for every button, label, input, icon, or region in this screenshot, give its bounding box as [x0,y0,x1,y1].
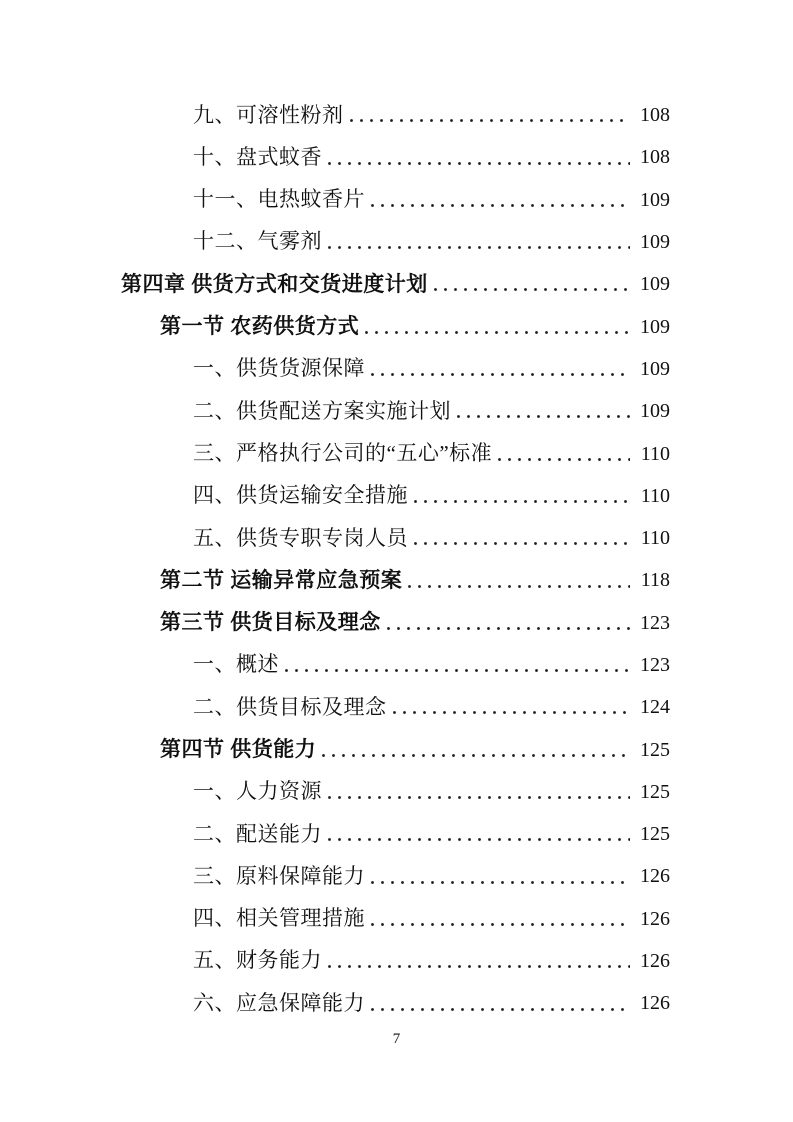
footer-page-number: 7 [392,1031,401,1047]
toc-entry-page-number: 125 [640,780,670,803]
toc-entry[interactable] [193,136,670,178]
toc-entry[interactable] [193,390,670,432]
toc-entry[interactable] [193,771,670,813]
toc-entry[interactable] [160,602,670,644]
toc-entry-page-number: 109 [640,273,670,296]
dot-leader [498,458,630,462]
toc-entry-page-number: 125 [640,738,670,761]
dot-leader [371,1008,630,1012]
toc-entry[interactable] [193,686,670,728]
dot-leader [350,119,631,123]
toc-entry-page-number: 109 [640,357,670,380]
dot-leader [414,500,630,504]
toc-entry-page-number: 110 [640,527,670,550]
toc-entry-page-number: 108 [640,146,670,169]
toc-entry-label: 四、供货运输安全措施 [193,483,408,508]
toc-entry-page-number: 108 [640,104,670,127]
toc-entry[interactable] [193,94,670,136]
toc-entry-page-number: 126 [640,865,670,888]
toc-entry-page-number: 109 [640,315,670,338]
toc-entry-page-number: 110 [640,442,670,465]
toc-entry-label: 三、严格执行公司的“五心”标准 [193,440,493,465]
toc-entry-label: 二、供货目标及理念 [193,694,387,719]
toc-entry-page-number: 124 [640,696,670,719]
toc-entry[interactable] [193,855,670,897]
toc-entry-label: 二、配送能力 [193,821,322,846]
toc-entry-label: 二、供货配送方案实施计划 [193,398,451,423]
toc-entry[interactable] [193,348,670,390]
toc-entry[interactable] [193,644,670,686]
toc-entry-label: 十一、电热蚊香片 [193,187,365,212]
dot-leader [328,838,630,842]
dot-leader [408,585,630,589]
toc-entry-page-number: 126 [640,950,670,973]
toc-entry-label: 一、人力资源 [193,779,322,804]
toc-entry[interactable] [160,559,670,601]
toc-entry-page-number: 110 [640,484,670,507]
dot-leader [371,373,630,377]
toc-entry[interactable] [193,940,670,982]
toc-entry-label: 十二、气雾剂 [193,229,322,254]
toc-entry[interactable] [193,813,670,855]
toc-entry-page-number: 126 [640,992,670,1015]
toc-entry-page-number: 123 [640,611,670,634]
toc-entry-page-number: 109 [640,400,670,423]
table-of-contents [121,94,670,1025]
toc-entry-page-number: 118 [640,569,670,592]
dot-leader [393,711,631,715]
dot-leader [387,627,630,631]
toc-entry[interactable] [193,179,670,221]
toc-entry-label: 第三节 供货目标及理念 [160,610,381,635]
toc-entry-page-number: 126 [640,907,670,930]
toc-entry-page-number: 109 [640,231,670,254]
dot-leader [371,204,630,208]
dot-leader [328,965,630,969]
toc-entry-page-number: 109 [640,188,670,211]
toc-entry-label: 四、相关管理措施 [193,906,365,931]
toc-entry[interactable] [193,432,670,474]
toc-entry-label: 十、盘式蚊香 [193,144,322,169]
toc-entry-label: 九、可溶性粉剂 [193,102,344,127]
toc-entry-label: 六、应急保障能力 [193,990,365,1015]
dot-leader [328,796,630,800]
dot-leader [434,288,630,292]
toc-entry-page-number: 125 [640,823,670,846]
dot-leader [414,542,630,546]
toc-entry-label: 一、概述 [193,652,279,677]
dot-leader [328,246,630,250]
toc-entry[interactable] [121,263,670,305]
toc-entry[interactable] [160,728,670,770]
dot-leader [328,162,630,166]
toc-entry-label: 五、供货专职专岗人员 [193,525,408,550]
dot-leader [371,881,630,885]
toc-entry-label: 五、财务能力 [193,948,322,973]
dot-leader [322,754,630,758]
dot-leader [365,331,630,335]
dot-leader [285,669,630,673]
toc-entry[interactable] [193,982,670,1024]
toc-entry[interactable] [160,305,670,347]
toc-entry-label: 第一节 农药供货方式 [160,314,360,339]
dot-leader [371,923,630,927]
toc-entry-label: 第二节 运输异常应急预案 [160,567,403,592]
dot-leader [457,415,630,419]
toc-entry-label: 三、原料保障能力 [193,863,365,888]
toc-entry[interactable] [193,475,670,517]
toc-entry[interactable] [193,898,670,940]
toc-entry[interactable] [193,517,670,559]
toc-entry[interactable] [193,221,670,263]
toc-entry-label: 一、供货货源保障 [193,356,365,381]
toc-entry-label: 第四章 供货方式和交货进度计划 [121,271,428,296]
toc-entry-label: 第四节 供货能力 [160,737,317,761]
toc-entry-page-number: 123 [640,654,670,676]
